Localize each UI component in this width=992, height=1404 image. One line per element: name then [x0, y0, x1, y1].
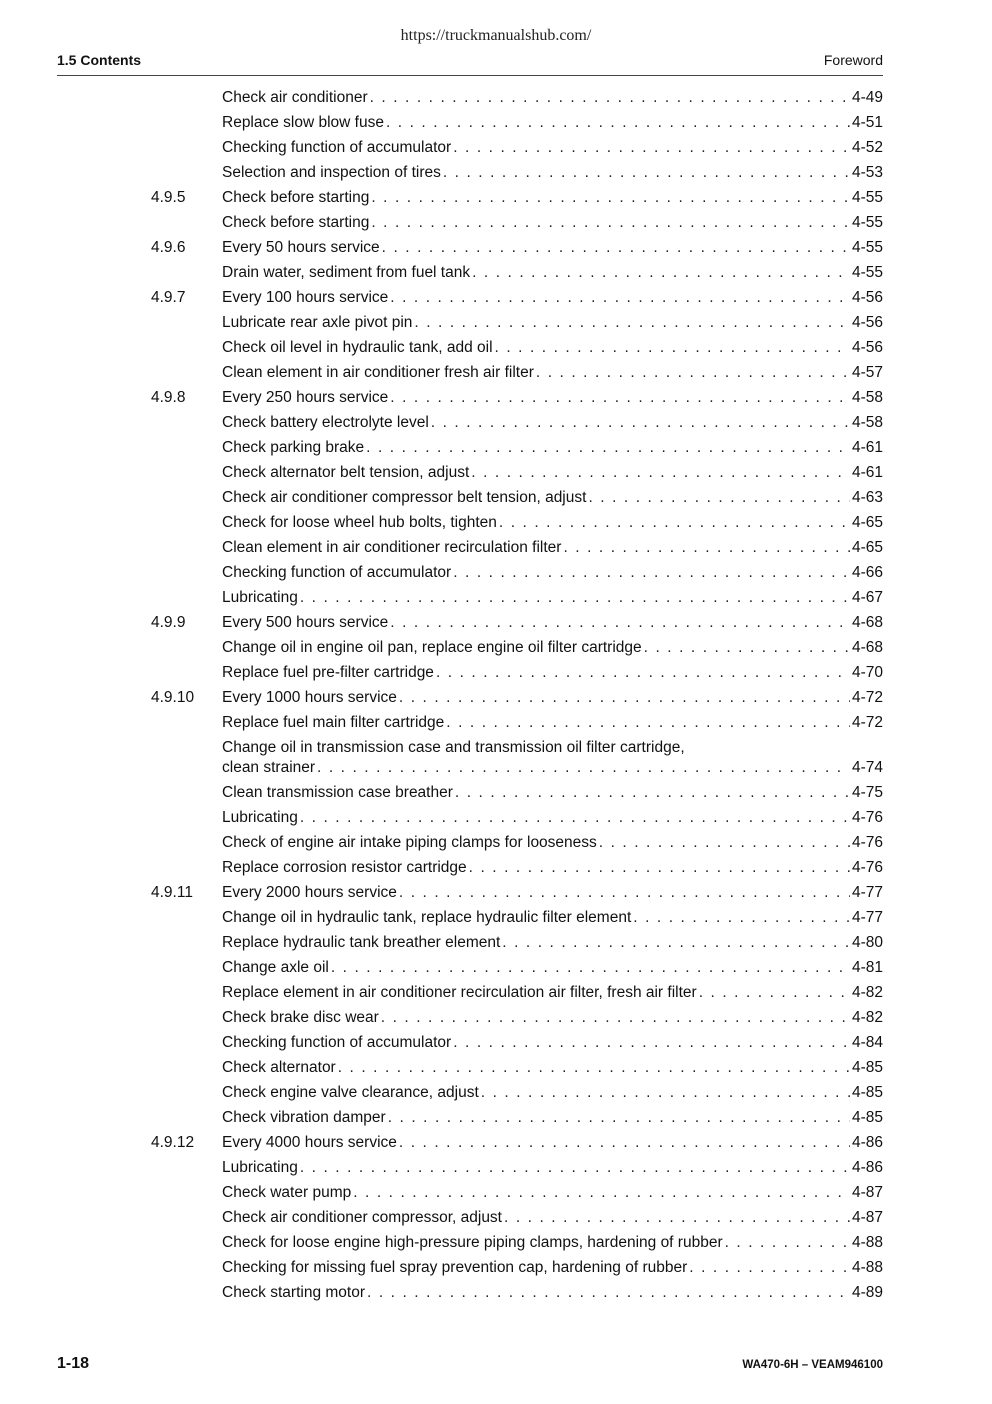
entry-title: Drain water, sediment from fuel tank — [222, 264, 471, 281]
dot-leader — [298, 1159, 850, 1177]
toc-entry — [0, 288, 992, 313]
entry-title: Lubricating — [222, 589, 298, 606]
toc-entry-line — [222, 934, 883, 952]
dot-leader — [444, 714, 850, 732]
entry-page-number: 4-67 — [851, 589, 883, 606]
entry-title: Lubricating — [222, 809, 298, 826]
entry-title: Replace fuel main filter cartridge — [222, 714, 445, 731]
toc-entry — [0, 858, 992, 883]
dot-leader — [351, 1184, 850, 1202]
toc-entry — [0, 263, 992, 288]
toc-entry-line — [222, 714, 883, 732]
dot-leader — [384, 114, 850, 132]
toc-entry — [0, 238, 992, 263]
entry-page-number: 4-56 — [851, 314, 883, 331]
entry-title: Check before starting — [222, 214, 370, 231]
entry-title: Selection and inspection of tires — [222, 164, 441, 181]
toc-entry-line — [222, 289, 883, 307]
page-number: 1-18 — [57, 1355, 90, 1372]
toc-entry — [0, 563, 992, 588]
toc-entry — [0, 833, 992, 858]
entry-title: Check alternator belt tension, adjust — [222, 464, 470, 481]
entry-title: Check air conditioner compressor, adjust — [222, 1209, 502, 1226]
toc-entry — [0, 1033, 992, 1058]
toc-entry-line — [222, 809, 883, 827]
dot-leader — [597, 834, 850, 852]
dot-leader — [364, 439, 850, 457]
section-number: 4.9.12 — [151, 1134, 195, 1151]
dot-leader — [388, 289, 850, 307]
entry-page-number: 4-56 — [851, 339, 883, 356]
entry-title: Change oil in engine oil pan, replace engine oil filter cartridge — [222, 639, 642, 656]
entry-title: Checking function of accumulator — [222, 139, 452, 156]
entry-page-number: 4-52 — [851, 139, 883, 156]
toc-entry-line — [222, 264, 883, 282]
entry-page-number: 4-80 — [851, 934, 883, 951]
toc-entry-line — [222, 89, 883, 107]
toc-entry — [0, 488, 992, 513]
dot-leader — [380, 239, 850, 257]
toc-entry-line — [222, 784, 883, 802]
toc-entry-line — [222, 539, 883, 557]
toc-entry-line — [222, 1134, 883, 1152]
entry-page-number: 4-77 — [851, 884, 883, 901]
entry-title: Check for loose engine high-pressure piping clamps, hardening of rubber — [222, 1234, 723, 1251]
toc-entry-line — [222, 1059, 883, 1077]
dot-leader — [502, 1209, 850, 1227]
entry-page-number: 4-84 — [851, 1034, 883, 1051]
dot-leader — [429, 414, 850, 432]
toc-entry — [0, 1158, 992, 1183]
toc-entry — [0, 1108, 992, 1133]
dot-leader — [397, 1134, 850, 1152]
toc-entry — [0, 138, 992, 163]
entry-page-number: 4-88 — [851, 1234, 883, 1251]
entry-title-first-line: Change oil in transmission case and transmission oil filter cartridge, — [222, 739, 685, 756]
dot-leader — [365, 1284, 850, 1302]
toc-entry-line — [222, 984, 883, 1002]
toc-entry-line — [222, 884, 883, 902]
dot-leader — [336, 1059, 850, 1077]
section-number: 4.9.8 — [151, 389, 186, 406]
toc-entry — [0, 188, 992, 213]
toc-entry — [0, 738, 992, 783]
entry-page-number: 4-82 — [851, 1009, 883, 1026]
entry-page-number: 4-74 — [851, 759, 883, 776]
dot-leader — [368, 89, 850, 107]
toc-entry-line — [222, 1034, 883, 1052]
toc-entry — [0, 388, 992, 413]
entry-title: Every 4000 hours service — [222, 1134, 397, 1151]
entry-title: Change oil in hydraulic tank, replace hydraulic filter element — [222, 909, 632, 926]
toc-entry — [0, 438, 992, 463]
toc-entry — [0, 313, 992, 338]
toc-entry — [0, 688, 992, 713]
toc-entry — [0, 908, 992, 933]
entry-title: Every 1000 hours service — [222, 689, 397, 706]
toc-entry-line — [222, 1234, 883, 1252]
section-number: 4.9.11 — [151, 884, 193, 901]
toc-entry — [0, 1008, 992, 1033]
entry-page-number: 4-55 — [851, 189, 883, 206]
toc-entry-line — [222, 834, 883, 852]
entry-page-number: 4-87 — [851, 1184, 883, 1201]
entry-page-number: 4-70 — [851, 664, 883, 681]
toc-entry-line — [222, 589, 883, 607]
entry-page-number: 4-89 — [851, 1284, 883, 1301]
entry-title: Check water pump — [222, 1184, 352, 1201]
toc-entry-line — [222, 639, 883, 657]
entry-page-number: 4-68 — [851, 639, 883, 656]
toc-entry-line — [222, 1259, 883, 1277]
dot-leader — [369, 189, 850, 207]
toc-entry-line — [222, 689, 883, 707]
toc-entry-line — [222, 389, 883, 407]
toc-entry — [0, 463, 992, 488]
entry-page-number: 4-61 — [851, 439, 883, 456]
toc-entry — [0, 213, 992, 238]
entry-page-number: 4-72 — [851, 714, 883, 731]
toc-entry — [0, 1283, 992, 1308]
toc-entry — [0, 663, 992, 688]
chapter-header: Foreword — [823, 52, 883, 68]
entry-page-number: 4-76 — [851, 809, 883, 826]
dot-leader — [469, 464, 850, 482]
entry-title: Replace fuel pre-filter cartridge — [222, 664, 434, 681]
dot-leader — [493, 339, 850, 357]
toc-entry — [0, 163, 992, 188]
toc-entry — [0, 1058, 992, 1083]
dot-leader — [497, 514, 850, 532]
entry-title: Lubricating — [222, 1159, 298, 1176]
entry-title: Replace slow blow fuse — [222, 114, 384, 131]
toc-entry-line — [222, 859, 883, 877]
entry-title: Clean element in air conditioner recirculation filter — [222, 539, 562, 556]
entry-title: Every 50 hours service — [222, 239, 380, 256]
entry-page-number: 4-51 — [851, 114, 883, 131]
dot-leader — [388, 389, 850, 407]
toc-entry-line — [222, 414, 883, 432]
entry-page-number: 4-49 — [851, 89, 883, 106]
dot-leader — [397, 884, 850, 902]
entry-title: Check before starting — [222, 189, 370, 206]
entry-title: Every 500 hours service — [222, 614, 389, 631]
entry-page-number: 4-86 — [851, 1134, 883, 1151]
toc-entry-line — [222, 909, 883, 927]
toc-entry — [0, 1233, 992, 1258]
dot-leader — [470, 264, 850, 282]
toc-entry — [0, 1183, 992, 1208]
table-of-contents — [0, 88, 992, 1308]
entry-page-number: 4-68 — [851, 614, 883, 631]
entry-title: Check parking brake — [222, 439, 365, 456]
toc-entry — [0, 588, 992, 613]
entry-page-number: 4-55 — [851, 239, 883, 256]
entry-page-number: 4-58 — [851, 389, 883, 406]
toc-entry — [0, 1083, 992, 1108]
section-number: 4.9.5 — [151, 189, 186, 206]
dot-leader — [723, 1234, 850, 1252]
toc-entry — [0, 88, 992, 113]
dot-leader — [434, 664, 850, 682]
dot-leader — [453, 784, 850, 802]
entry-page-number: 4-72 — [851, 689, 883, 706]
entry-page-number: 4-65 — [851, 539, 883, 556]
dot-leader — [631, 909, 850, 927]
entry-title: Check vibration damper — [222, 1109, 386, 1126]
dot-leader — [379, 1009, 850, 1027]
entry-page-number: 4-82 — [851, 984, 883, 1001]
entry-title: Check brake disc wear — [222, 1009, 379, 1026]
entry-title: Check alternator — [222, 1059, 336, 1076]
entry-page-number: 4-66 — [851, 564, 883, 581]
entry-page-number: 4-85 — [851, 1084, 883, 1101]
toc-entry — [0, 338, 992, 363]
entry-title: Replace corrosion resistor cartridge — [222, 859, 467, 876]
entry-title: Replace hydraulic tank breather element — [222, 934, 501, 951]
dot-leader — [298, 589, 850, 607]
toc-entry-line — [222, 564, 883, 582]
toc-entry-line — [222, 514, 883, 532]
header-divider — [57, 75, 883, 76]
entry-title: clean strainer — [222, 759, 316, 776]
dot-leader — [329, 959, 850, 977]
document-id: WA470-6H – VEAM946100 — [742, 1359, 883, 1371]
section-number: 4.9.9 — [151, 614, 186, 631]
entry-title: Change axle oil — [222, 959, 329, 976]
dot-leader — [315, 759, 850, 777]
toc-entry — [0, 613, 992, 638]
entry-page-number: 4-61 — [851, 464, 883, 481]
toc-entry-line — [222, 959, 883, 977]
toc-entry — [0, 113, 992, 138]
entry-title: Checking for missing fuel spray prevention cap, hardening of rubber — [222, 1259, 688, 1276]
toc-entry-line — [222, 214, 883, 232]
toc-entry-line — [222, 189, 883, 207]
entry-page-number: 4-77 — [851, 909, 883, 926]
toc-entry — [0, 883, 992, 908]
dot-leader — [451, 1034, 850, 1052]
toc-entry-line — [222, 164, 883, 182]
dot-leader — [451, 564, 850, 582]
toc-entry-line — [222, 1109, 883, 1127]
dot-leader — [298, 809, 850, 827]
entry-page-number: 4-85 — [851, 1059, 883, 1076]
toc-entry-line — [222, 364, 883, 382]
entry-title: Clean element in air conditioner fresh air filter — [222, 364, 534, 381]
entry-page-number: 4-88 — [851, 1259, 883, 1276]
entry-title: Check of engine air intake piping clamps for looseness — [222, 834, 597, 851]
entry-title: Check air conditioner compressor belt tension, adjust — [222, 489, 587, 506]
toc-entry — [0, 363, 992, 388]
entry-page-number: 4-76 — [851, 859, 883, 876]
toc-entry — [0, 1258, 992, 1283]
toc-entry-line — [222, 239, 883, 257]
entry-title: Lubricate rear axle pivot pin — [222, 314, 413, 331]
toc-entry — [0, 638, 992, 663]
dot-leader — [642, 639, 850, 657]
entry-title: Check engine valve clearance, adjust — [222, 1084, 479, 1101]
entry-title: Check starting motor — [222, 1284, 365, 1301]
dot-leader — [441, 164, 850, 182]
entry-title: Check oil level in hydraulic tank, add oil — [222, 339, 493, 356]
entry-page-number: 4-76 — [851, 834, 883, 851]
entry-title: Check battery electrolyte level — [222, 414, 429, 431]
section-header: 1.5 Contents — [57, 52, 142, 68]
dot-leader — [467, 859, 850, 877]
entry-page-number: 4-86 — [851, 1159, 883, 1176]
toc-entry — [0, 713, 992, 738]
entry-page-number: 4-53 — [851, 164, 883, 181]
toc-entry — [0, 933, 992, 958]
section-number: 4.9.7 — [151, 289, 186, 306]
toc-entry-line — [222, 339, 883, 357]
entry-page-number: 4-65 — [851, 514, 883, 531]
entry-title: Checking function of accumulator — [222, 564, 452, 581]
entry-title: Every 250 hours service — [222, 389, 389, 406]
toc-entry-line — [222, 759, 883, 777]
toc-entry-line — [222, 1284, 883, 1302]
entry-page-number: 4-55 — [851, 214, 883, 231]
toc-entry-line — [222, 614, 883, 632]
entry-title: Checking function of accumulator — [222, 1034, 452, 1051]
toc-entry-line — [222, 439, 883, 457]
dot-leader — [687, 1259, 850, 1277]
toc-entry — [0, 1208, 992, 1233]
entry-page-number: 4-56 — [851, 289, 883, 306]
entry-title: Every 100 hours service — [222, 289, 389, 306]
entry-page-number: 4-75 — [851, 784, 883, 801]
toc-entry-line — [222, 464, 883, 482]
toc-entry — [0, 513, 992, 538]
toc-entry — [0, 983, 992, 1008]
toc-entry-line — [222, 1209, 883, 1227]
toc-entry-line — [222, 1084, 883, 1102]
section-number: 4.9.6 — [151, 239, 186, 256]
entry-page-number: 4-57 — [851, 364, 883, 381]
dot-leader — [386, 1109, 850, 1127]
toc-entry — [0, 808, 992, 833]
toc-entry — [0, 958, 992, 983]
entry-title: Clean transmission case breather — [222, 784, 453, 801]
dot-leader — [561, 539, 850, 557]
toc-entry — [0, 1133, 992, 1158]
section-number: 4.9.10 — [151, 689, 195, 706]
dot-leader — [586, 489, 850, 507]
dot-leader — [697, 984, 850, 1002]
dot-leader — [451, 139, 850, 157]
entry-page-number: 4-58 — [851, 414, 883, 431]
toc-entry-line — [222, 1159, 883, 1177]
dot-leader — [369, 214, 850, 232]
toc-entry — [0, 413, 992, 438]
entry-title: Check air conditioner — [222, 89, 368, 106]
dot-leader — [479, 1084, 850, 1102]
dot-leader — [500, 934, 850, 952]
entry-page-number: 4-87 — [851, 1209, 883, 1226]
toc-entry — [0, 538, 992, 563]
entry-title: Every 2000 hours service — [222, 884, 397, 901]
toc-entry-line — [222, 114, 883, 132]
entry-page-number: 4-81 — [851, 959, 883, 976]
toc-entry-line — [222, 1184, 883, 1202]
toc-entry — [0, 783, 992, 808]
toc-entry-line — [222, 664, 883, 682]
toc-entry-line — [222, 314, 883, 332]
toc-entry-line — [222, 139, 883, 157]
dot-leader — [534, 364, 850, 382]
dot-leader — [412, 314, 850, 332]
entry-title: Check for loose wheel hub bolts, tighten — [222, 514, 497, 531]
entry-page-number: 4-63 — [851, 489, 883, 506]
toc-entry-line — [222, 1009, 883, 1027]
toc-entry-line — [222, 489, 883, 507]
watermark-url[interactable]: https://truckmanualshub.com/ — [400, 27, 592, 44]
dot-leader — [397, 689, 850, 707]
entry-page-number: 4-85 — [851, 1109, 883, 1126]
dot-leader — [388, 614, 850, 632]
entry-page-number: 4-55 — [851, 264, 883, 281]
entry-title: Replace element in air conditioner recirculation air filter, fresh air filter — [222, 984, 697, 1001]
